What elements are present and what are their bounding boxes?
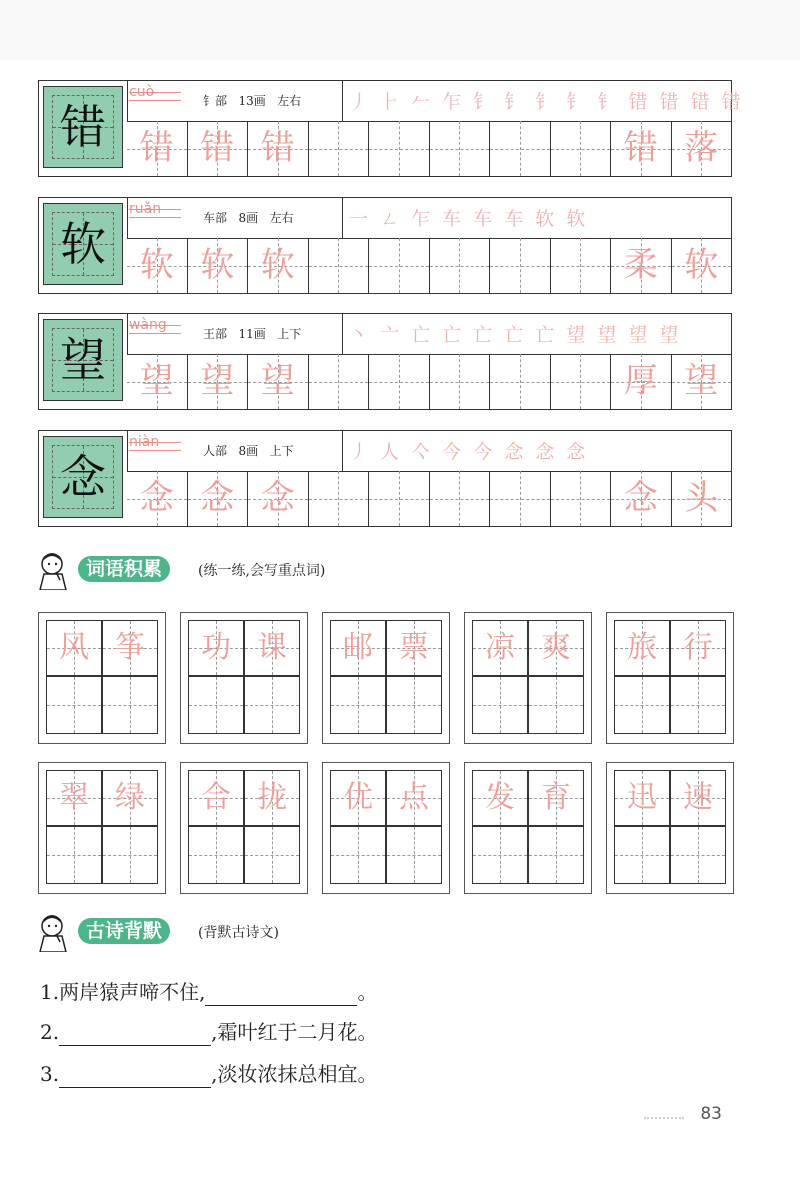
writing-cell[interactable] — [671, 471, 732, 526]
writing-grid — [127, 238, 731, 293]
stroke-count: 8画 — [238, 211, 259, 225]
word-char: 念 — [623, 478, 658, 518]
vocab-char: 功 — [201, 630, 231, 665]
writing-cell[interactable] — [127, 121, 187, 176]
vocab-writing-cell[interactable] — [670, 676, 726, 734]
stroke-count: 11画 — [238, 327, 266, 341]
char-practice-row — [38, 430, 732, 527]
vocab-word-box — [322, 612, 450, 744]
vocab-char: 筝 — [115, 630, 145, 665]
vocab-char: 票 — [399, 630, 429, 665]
page-number: 83 — [700, 1104, 722, 1124]
vocab-char: 凉 — [485, 630, 515, 665]
word-char: 望 — [684, 361, 719, 401]
writing-cell[interactable] — [550, 121, 611, 176]
vocab-writing-cell[interactable] — [472, 676, 528, 734]
writing-cell[interactable] — [489, 354, 550, 409]
writing-cell[interactable] — [550, 238, 611, 293]
vocab-writing-cell[interactable] — [528, 826, 584, 884]
vocab-writing-cell[interactable] — [102, 826, 158, 884]
vocab-char: 点 — [399, 780, 429, 815]
poem-number: 1. — [40, 980, 60, 1004]
vocab-char: 迅 — [627, 780, 657, 815]
trace-char: 软 — [139, 245, 174, 285]
vocab-writing-cell[interactable] — [386, 676, 442, 734]
writing-cell[interactable] — [429, 471, 490, 526]
stroke-order: 丶 亠 亡 亡 亡 亡 亡 望 望 望 望 — [349, 324, 682, 346]
writing-cell[interactable] — [610, 238, 671, 293]
writing-cell[interactable] — [429, 354, 490, 409]
char-info — [203, 325, 301, 342]
radical: 车部 — [203, 211, 228, 225]
model-char: 望 — [60, 333, 106, 387]
word-char: 软 — [684, 245, 719, 285]
model-char: 错 — [60, 100, 106, 154]
writing-cell[interactable] — [127, 354, 187, 409]
page-number-dots — [644, 1117, 684, 1119]
vocab-writing-cell[interactable] — [188, 826, 244, 884]
writing-cell[interactable] — [308, 238, 369, 293]
writing-cell[interactable] — [187, 238, 248, 293]
char-info — [203, 209, 294, 226]
writing-cell[interactable] — [247, 238, 308, 293]
vocab-word-box — [606, 762, 734, 894]
writing-cell[interactable] — [368, 238, 429, 293]
writing-cell[interactable] — [308, 121, 369, 176]
vocab-title: 词语积累 — [78, 556, 170, 582]
vocab-char: 速 — [683, 780, 713, 815]
thinking-kid-icon — [34, 912, 74, 952]
vocab-char: 爽 — [541, 630, 571, 665]
vocab-writing-cell[interactable] — [614, 826, 670, 884]
writing-cell[interactable] — [127, 471, 187, 526]
poem-title: 古诗背默 — [78, 918, 170, 944]
trace-char: 念 — [139, 478, 174, 518]
stroke-order: 丿 ⺊ 𠂉 乍 钅 钅 钅 钅 钅 错 错 错 错 — [349, 91, 744, 113]
writing-cell[interactable] — [671, 354, 732, 409]
writing-cell[interactable] — [610, 121, 671, 176]
char-info — [203, 442, 294, 459]
model-char-box — [43, 86, 123, 168]
poem-after: ,淡妆浓抹总相宜。 — [211, 1062, 378, 1086]
word-char: 错 — [623, 128, 658, 168]
poem-blank[interactable] — [205, 985, 357, 1006]
writing-cell[interactable] — [247, 121, 308, 176]
trace-char: 望 — [260, 361, 295, 401]
trace-char: 望 — [139, 361, 174, 401]
vocab-writing-cell[interactable] — [614, 676, 670, 734]
vocab-word-box — [464, 762, 592, 894]
vocab-char: 邮 — [343, 630, 373, 665]
poem-line — [40, 978, 377, 1006]
writing-cell[interactable] — [489, 471, 550, 526]
writing-cell[interactable] — [429, 121, 490, 176]
char-practice-row — [38, 197, 732, 294]
vocab-writing-cell[interactable] — [670, 826, 726, 884]
poem-note: (背默古诗文) — [198, 925, 279, 941]
trace-char: 软 — [260, 245, 295, 285]
poem-number: 2. — [40, 1020, 60, 1044]
vocab-writing-cell[interactable] — [188, 676, 244, 734]
vocab-char: 行 — [683, 630, 713, 665]
stroke-count: 13画 — [238, 94, 266, 108]
vocab-char: 旅 — [627, 630, 657, 665]
writing-cell[interactable] — [247, 471, 308, 526]
word-char: 柔 — [623, 245, 658, 285]
writing-cell[interactable] — [247, 354, 308, 409]
trace-char: 错 — [260, 128, 295, 168]
writing-cell[interactable] — [187, 121, 248, 176]
stroke-count: 8画 — [238, 444, 259, 458]
char-practice-row — [38, 80, 744, 177]
writing-cell[interactable] — [187, 471, 248, 526]
radical: 王部 — [203, 327, 228, 341]
poem-after: ,霜叶红于二月花。 — [211, 1020, 378, 1044]
word-char: 落 — [684, 128, 719, 168]
vocab-word-box — [464, 612, 592, 744]
model-char: 软 — [60, 217, 106, 271]
vocab-char: 绿 — [115, 780, 145, 815]
vocab-char: 课 — [257, 630, 287, 665]
vocab-word-box — [180, 762, 308, 894]
vocab-writing-cell[interactable] — [386, 826, 442, 884]
stroke-order: 丿 人 亽 今 今 念 念 念 — [349, 441, 589, 463]
word-char: 厚 — [623, 361, 658, 401]
model-char-box — [43, 436, 123, 518]
vocab-writing-cell[interactable] — [244, 676, 300, 734]
trace-char: 错 — [139, 128, 174, 168]
structure: 左右 — [269, 211, 294, 225]
vocab-char: 合 — [201, 780, 231, 815]
pinyin: wàng — [129, 317, 181, 341]
vocab-word-box — [322, 762, 450, 894]
vocab-char: 育 — [541, 780, 571, 815]
vocab-writing-cell[interactable] — [330, 826, 386, 884]
writing-cell[interactable] — [308, 354, 369, 409]
pinyin: cuò — [129, 84, 181, 108]
vocab-word-box — [38, 612, 166, 744]
poem-number: 3. — [40, 1062, 60, 1086]
writing-grid — [127, 121, 731, 176]
vocab-word-box — [38, 762, 166, 894]
vocab-writing-cell[interactable] — [528, 676, 584, 734]
vocab-char: 优 — [343, 780, 373, 815]
vocab-char: 风 — [59, 630, 89, 665]
word-char: 头 — [684, 478, 719, 518]
writing-cell[interactable] — [368, 121, 429, 176]
writing-cell[interactable] — [550, 354, 611, 409]
vocab-heading — [34, 550, 534, 590]
vocab-writing-cell[interactable] — [244, 826, 300, 884]
writing-cell[interactable] — [127, 238, 187, 293]
trace-char: 望 — [200, 361, 235, 401]
vocab-char: 翠 — [59, 780, 89, 815]
writing-cell[interactable] — [671, 121, 732, 176]
pinyin: ruǎn — [129, 201, 181, 225]
writing-cell[interactable] — [308, 471, 369, 526]
poem-blank[interactable] — [59, 1025, 211, 1046]
radical: 钅部 — [203, 94, 228, 108]
vocab-word-box — [180, 612, 308, 744]
writing-cell[interactable] — [187, 354, 248, 409]
model-char-box — [43, 319, 123, 401]
vocab-note: (练一练,会写重点词) — [198, 563, 326, 579]
poem-blank[interactable] — [59, 1067, 211, 1088]
poem-after: 。 — [357, 980, 378, 1004]
writing-grid — [127, 471, 731, 526]
writing-cell[interactable] — [671, 238, 732, 293]
writing-cell[interactable] — [368, 471, 429, 526]
thinking-kid-icon — [34, 550, 74, 590]
vocab-writing-cell[interactable] — [46, 676, 102, 734]
writing-cell[interactable] — [368, 354, 429, 409]
structure: 上下 — [269, 444, 294, 458]
vocab-word-box — [606, 612, 734, 744]
stroke-order: 一 ㄥ 乍 车 车 车 软 软 — [349, 208, 589, 230]
trace-char: 软 — [200, 245, 235, 285]
char-info — [203, 92, 301, 109]
structure: 左右 — [277, 94, 302, 108]
writing-cell[interactable] — [610, 471, 671, 526]
poem-before: 两岸猿声啼不住, — [59, 980, 206, 1004]
pinyin: niàn — [129, 434, 181, 458]
trace-char: 念 — [260, 478, 295, 518]
trace-char: 错 — [200, 128, 235, 168]
poem-line — [40, 1018, 377, 1046]
writing-cell[interactable] — [550, 471, 611, 526]
poem-line — [40, 1060, 377, 1088]
radical: 人部 — [203, 444, 228, 458]
model-char-box — [43, 203, 123, 285]
trace-char: 念 — [200, 478, 235, 518]
vocab-writing-cell[interactable] — [46, 826, 102, 884]
page-top-margin — [0, 0, 800, 60]
poem-heading — [34, 912, 534, 952]
writing-cell[interactable] — [610, 354, 671, 409]
structure: 上下 — [277, 327, 302, 341]
vocab-char: 拢 — [257, 780, 287, 815]
char-practice-row — [38, 313, 732, 410]
writing-cell[interactable] — [429, 238, 490, 293]
vocab-writing-cell[interactable] — [472, 826, 528, 884]
writing-cell[interactable] — [489, 238, 550, 293]
vocab-writing-cell[interactable] — [330, 676, 386, 734]
vocab-writing-cell[interactable] — [102, 676, 158, 734]
vocab-char: 发 — [485, 780, 515, 815]
model-char: 念 — [60, 450, 106, 504]
writing-grid — [127, 354, 731, 409]
writing-cell[interactable] — [489, 121, 550, 176]
